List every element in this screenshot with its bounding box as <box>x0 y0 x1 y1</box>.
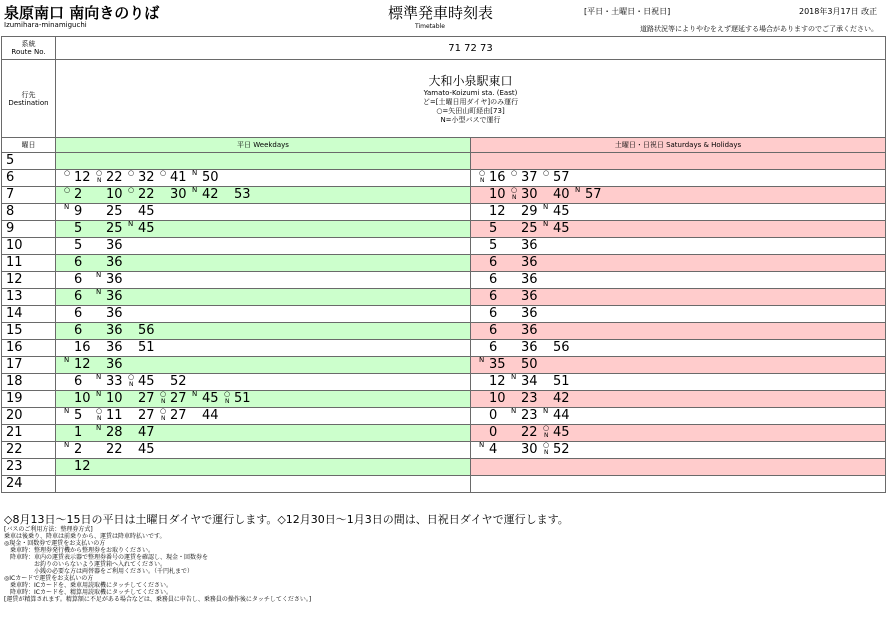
weekday-times <box>56 153 471 170</box>
weekend-times <box>471 340 886 357</box>
departure-minute: 23 <box>521 391 538 406</box>
departure-minute: 57 <box>585 187 602 202</box>
weekday-times <box>56 238 471 255</box>
departure-mark: ○ <box>160 169 167 177</box>
departure-mark: N <box>64 407 70 415</box>
hour-label: 20 <box>2 408 56 425</box>
departure-minute: 6 <box>74 272 83 287</box>
departure-mark: ○ <box>128 169 135 177</box>
legend-line: ○=矢田山町経由[73] <box>436 106 505 115</box>
weekday-times <box>56 272 471 289</box>
departure-mark: N <box>543 220 549 228</box>
departure-mark: N <box>97 177 102 184</box>
departure-mark: N <box>543 203 549 211</box>
departure-minute: 40 <box>553 187 570 202</box>
weekend-times <box>471 374 886 391</box>
hour-label: 22 <box>2 442 56 459</box>
departure-minute: 27 <box>138 408 155 423</box>
departure-mark: ○ <box>64 169 71 177</box>
departure-mark: N <box>96 373 102 381</box>
departure-minute: 52 <box>170 374 187 389</box>
departure-minute: 41 <box>170 170 187 185</box>
departure-minute: 56 <box>553 340 570 355</box>
departure-minute: 5 <box>74 238 83 253</box>
departure-mark: N <box>96 288 102 296</box>
departure-minute: 44 <box>202 408 219 423</box>
usage-line: お釣りのいらないよう運賃箱へ入れてください。 <box>4 561 167 568</box>
departure-mark: N <box>575 186 581 194</box>
destination-label: 行先 Destination <box>2 60 56 138</box>
departure-mark: N <box>511 373 517 381</box>
hour-row <box>2 323 886 340</box>
departure-minute: 50 <box>521 357 538 372</box>
departure-minute: 36 <box>106 340 123 355</box>
usage-line: 乗車時：整理券発行機から整理券をお取りください。 <box>4 547 155 554</box>
weekday-times <box>56 255 471 272</box>
stop-name-roman: Izumihara-minamiguchi <box>4 21 87 29</box>
weekend-times <box>471 255 886 272</box>
weekend-times <box>471 238 886 255</box>
departure-minute: 51 <box>553 374 570 389</box>
departure-minute: 33 <box>106 374 123 389</box>
departure-minute: 35 <box>489 357 506 372</box>
departure-minute: 25 <box>521 221 538 236</box>
departure-minute: 9 <box>74 204 83 219</box>
departure-minute: 51 <box>138 340 155 355</box>
departure-minute: 11 <box>106 408 123 423</box>
route-numbers: 71 72 73 <box>56 37 886 60</box>
hour-row <box>2 476 886 493</box>
departure-mark: ○ <box>96 407 103 415</box>
departure-minute: 0 <box>489 425 498 440</box>
departure-minute: 27 <box>170 408 187 423</box>
stop-name: 泉原南口 南向きのりば <box>4 4 160 22</box>
weekday-header: 平日 Weekdays <box>56 138 471 153</box>
destination-name-en: Yamato-Koizumi sta. (East) <box>423 88 518 97</box>
departure-minute: 42 <box>202 187 219 202</box>
weekday-times <box>56 306 471 323</box>
usage-line: ◎ICカードで運賃をお支払いの方 <box>4 575 94 582</box>
departure-minute: 45 <box>553 204 570 219</box>
departure-minute: 2 <box>74 187 83 202</box>
hour-label: 15 <box>2 323 56 340</box>
departure-minute: 30 <box>521 187 538 202</box>
departure-minute: 6 <box>74 306 83 321</box>
hour-label: 19 <box>2 391 56 408</box>
departure-mark: N <box>544 432 549 439</box>
departure-minute: 22 <box>106 442 123 457</box>
departure-minute: 28 <box>106 425 123 440</box>
departure-minute: 10 <box>106 391 123 406</box>
destination-name: 大和小泉駅東口 <box>428 73 513 88</box>
departure-minute: 34 <box>521 374 538 389</box>
departure-minute: 25 <box>106 204 123 219</box>
departure-minute: 45 <box>138 442 155 457</box>
timetable-table <box>1 36 886 493</box>
departure-minute: 57 <box>553 170 570 185</box>
departure-minute: 30 <box>521 442 538 457</box>
hour-row <box>2 391 886 408</box>
departure-minute: 36 <box>521 323 538 338</box>
usage-line: 降車時：ICカードを、精算用読取機にタッチしてください。 <box>4 589 172 596</box>
departure-minute: 36 <box>106 238 123 253</box>
departure-minute: 36 <box>521 306 538 321</box>
hour-label: 18 <box>2 374 56 391</box>
weekend-times <box>471 204 886 221</box>
weekday-times <box>56 357 471 374</box>
hour-row <box>2 340 886 357</box>
hour-row <box>2 289 886 306</box>
hour-row <box>2 255 886 272</box>
departure-mark: ○ <box>479 169 486 177</box>
legend-line: ど=[土曜日用ダイヤ]のみ運行 <box>422 97 519 106</box>
destination <box>56 60 886 138</box>
departure-mark: N <box>64 203 70 211</box>
departure-minute: 22 <box>106 170 123 185</box>
weekend-times <box>471 459 886 476</box>
weekday-times <box>56 476 471 493</box>
hour-row <box>2 187 886 204</box>
departure-mark: N <box>543 407 549 415</box>
departure-mark: ○ <box>128 373 135 381</box>
departure-minute: 6 <box>489 255 498 270</box>
departure-minute: 6 <box>74 323 83 338</box>
departure-minute: 16 <box>74 340 91 355</box>
weekday-times <box>56 340 471 357</box>
departure-minute: 6 <box>489 340 498 355</box>
departure-minute: 50 <box>202 170 219 185</box>
route-label: 系統 Route No. <box>2 37 56 60</box>
weekday-times <box>56 425 471 442</box>
departure-mark: ○ <box>543 424 550 432</box>
weekend-times <box>471 425 886 442</box>
departure-minute: 36 <box>106 255 123 270</box>
hour-label: 17 <box>2 357 56 374</box>
usage-instructions <box>4 526 564 603</box>
weekday-times <box>56 221 471 238</box>
hour-row <box>2 374 886 391</box>
departure-minute: 51 <box>234 391 251 406</box>
departure-minute: 36 <box>521 289 538 304</box>
departure-minute: 0 <box>489 408 498 423</box>
departure-minute: 53 <box>234 187 251 202</box>
departure-minute: 47 <box>138 425 155 440</box>
departure-minute: 12 <box>74 170 91 185</box>
hour-label: 8 <box>2 204 56 221</box>
hour-header: 曜日 <box>2 138 56 153</box>
departure-minute: 12 <box>489 374 506 389</box>
traffic-note: 道路状況等によりやむをえず遅延する場合がありますのでご了承ください。 <box>640 25 878 33</box>
weekday-times <box>56 187 471 204</box>
hour-label: 24 <box>2 476 56 493</box>
departure-mark: N <box>511 407 517 415</box>
departure-mark: N <box>64 356 70 364</box>
departure-mark: ○ <box>160 390 167 398</box>
departure-mark: N <box>129 381 134 388</box>
weekend-times <box>471 323 886 340</box>
departure-mark: N <box>480 177 485 184</box>
departure-mark: N <box>96 271 102 279</box>
revision-date: 2018年3月17日 改正 <box>799 7 878 16</box>
departure-minute: 22 <box>138 187 155 202</box>
usage-line: [バスのご利用方法：整理券方式] <box>4 526 93 533</box>
departure-minute: 1 <box>74 425 83 440</box>
day-types: [平日・土曜日・日祝日] <box>584 7 671 16</box>
weekday-times <box>56 459 471 476</box>
departure-minute: 36 <box>521 340 538 355</box>
departure-minute: 10 <box>106 187 123 202</box>
departure-mark: N <box>97 415 102 422</box>
departure-mark: ○ <box>511 169 518 177</box>
departure-minute: 25 <box>106 221 123 236</box>
usage-line: ◎現金・回数券で運賃をお支払いの方 <box>4 540 106 547</box>
departure-minute: 45 <box>202 391 219 406</box>
departure-minute: 36 <box>106 289 123 304</box>
usage-line: 乗車時：ICカードを、乗車用読取機にタッチしてください。 <box>4 582 172 589</box>
departure-minute: 6 <box>489 323 498 338</box>
weekday-times <box>56 170 471 187</box>
departure-minute: 6 <box>489 272 498 287</box>
weekend-times <box>471 153 886 170</box>
weekend-times <box>471 442 886 459</box>
departure-minute: 10 <box>489 187 506 202</box>
weekend-times <box>471 221 886 238</box>
hour-label: 21 <box>2 425 56 442</box>
departure-minute: 10 <box>74 391 91 406</box>
hour-label: 13 <box>2 289 56 306</box>
weekend-times <box>471 289 886 306</box>
departure-minute: 42 <box>553 391 570 406</box>
departure-minute: 5 <box>74 221 83 236</box>
departure-mark: ○ <box>543 169 550 177</box>
hour-label: 6 <box>2 170 56 187</box>
usage-line: 降車時：車内の運賃表示器で整理券番号の運賃を確認し、現金・回数券を <box>4 554 209 561</box>
departure-minute: 27 <box>170 391 187 406</box>
hour-label: 16 <box>2 340 56 357</box>
departure-minute: 12 <box>74 357 91 372</box>
hour-label: 10 <box>2 238 56 255</box>
departure-minute: 52 <box>553 442 570 457</box>
departure-mark: ○ <box>511 186 518 194</box>
departure-minute: 45 <box>553 221 570 236</box>
departure-minute: 36 <box>521 272 538 287</box>
weekday-times <box>56 408 471 425</box>
weekend-times <box>471 391 886 408</box>
departure-minute: 4 <box>489 442 498 457</box>
departure-mark: N <box>192 169 198 177</box>
departure-mark: N <box>96 424 102 432</box>
weekend-times <box>471 170 886 187</box>
departure-mark: ○ <box>64 186 71 194</box>
hour-label: 14 <box>2 306 56 323</box>
departure-minute: 6 <box>74 289 83 304</box>
weekend-times <box>471 476 886 493</box>
departure-mark: N <box>128 220 134 228</box>
departure-minute: 5 <box>489 221 498 236</box>
usage-line: 乗車は後乗り、降車は前乗りから、運賃は降車時払いです。 <box>4 533 166 540</box>
departure-minute: 29 <box>521 204 538 219</box>
departure-mark: N <box>192 186 198 194</box>
departure-mark: N <box>161 415 166 422</box>
usage-line: [運賃が精算されます。精算額に不足がある場合などは、乗務員に申告し、乗務員の操作後にタッチしてください。] <box>4 596 312 603</box>
weekday-times <box>56 204 471 221</box>
departure-minute: 12 <box>489 204 506 219</box>
hour-row <box>2 357 886 374</box>
hour-row <box>2 153 886 170</box>
departure-mark: ○ <box>128 186 135 194</box>
departure-minute: 32 <box>138 170 155 185</box>
weekday-times <box>56 323 471 340</box>
departure-minute: 6 <box>74 255 83 270</box>
departure-mark: N <box>96 390 102 398</box>
hour-row <box>2 238 886 255</box>
departure-minute: 45 <box>138 204 155 219</box>
page-title: 標準発車時刻表 <box>388 4 494 22</box>
departure-minute: 36 <box>521 238 538 253</box>
departure-mark: N <box>479 356 485 364</box>
hour-row <box>2 170 886 187</box>
legend-line: N=小型バスで運行 <box>440 115 501 124</box>
hour-row <box>2 272 886 289</box>
weekday-times <box>56 289 471 306</box>
departure-mark: N <box>512 194 517 201</box>
hour-label: 9 <box>2 221 56 238</box>
departure-minute: 23 <box>521 408 538 423</box>
hour-label: 12 <box>2 272 56 289</box>
departure-minute: 6 <box>489 306 498 321</box>
departure-minute: 45 <box>138 221 155 236</box>
weekday-times <box>56 374 471 391</box>
weekend-times <box>471 408 886 425</box>
hour-row <box>2 442 886 459</box>
departure-mark: N <box>64 441 70 449</box>
weekend-times <box>471 357 886 374</box>
hour-row <box>2 459 886 476</box>
weekend-times <box>471 306 886 323</box>
departure-minute: 36 <box>521 255 538 270</box>
hour-row <box>2 408 886 425</box>
departure-minute: 12 <box>74 459 91 474</box>
departure-minute: 6 <box>489 289 498 304</box>
departure-mark: ○ <box>160 407 167 415</box>
departure-minute: 44 <box>553 408 570 423</box>
departure-minute: 56 <box>138 323 155 338</box>
departure-minute: 22 <box>521 425 538 440</box>
weekend-times <box>471 272 886 289</box>
departure-mark: N <box>544 449 549 456</box>
departure-mark: N <box>225 398 230 405</box>
hour-label: 11 <box>2 255 56 272</box>
departure-mark: N <box>479 441 485 449</box>
weekend-header: 土曜日・日祝日 Saturdays & Holidays <box>471 138 886 153</box>
departure-minute: 45 <box>138 374 155 389</box>
departure-mark: ○ <box>96 169 103 177</box>
hour-row <box>2 425 886 442</box>
departure-mark: N <box>192 390 198 398</box>
departure-minute: 2 <box>74 442 83 457</box>
holiday-notice: ◇8月13日～15日の平日は土曜日ダイヤで運行します。◇12月30日～1月3日の間は、日祝日ダイヤで運行します。 <box>4 513 569 526</box>
hour-label: 5 <box>2 153 56 170</box>
hour-row <box>2 204 886 221</box>
departure-minute: 5 <box>489 238 498 253</box>
hour-row <box>2 306 886 323</box>
hour-row <box>2 221 886 238</box>
departure-minute: 37 <box>521 170 538 185</box>
usage-line: 小銭の必要な方は両替器をご利用ください。（千円札まで） <box>4 568 194 575</box>
weekday-times <box>56 442 471 459</box>
departure-mark: ○ <box>543 441 550 449</box>
departure-minute: 10 <box>489 391 506 406</box>
departure-minute: 16 <box>489 170 506 185</box>
departure-mark: N <box>161 398 166 405</box>
departure-minute: 30 <box>170 187 187 202</box>
departure-minute: 45 <box>553 425 570 440</box>
weekday-times <box>56 391 471 408</box>
weekend-times <box>471 187 886 204</box>
departure-mark: ○ <box>224 390 231 398</box>
departure-minute: 5 <box>74 408 83 423</box>
departure-minute: 6 <box>74 374 83 389</box>
departure-minute: 36 <box>106 306 123 321</box>
hour-label: 23 <box>2 459 56 476</box>
departure-minute: 27 <box>138 391 155 406</box>
departure-minute: 36 <box>106 272 123 287</box>
departure-minute: 36 <box>106 357 123 372</box>
departure-minute: 36 <box>106 323 123 338</box>
hour-label: 7 <box>2 187 56 204</box>
page-title-en: Timetable <box>415 23 445 30</box>
